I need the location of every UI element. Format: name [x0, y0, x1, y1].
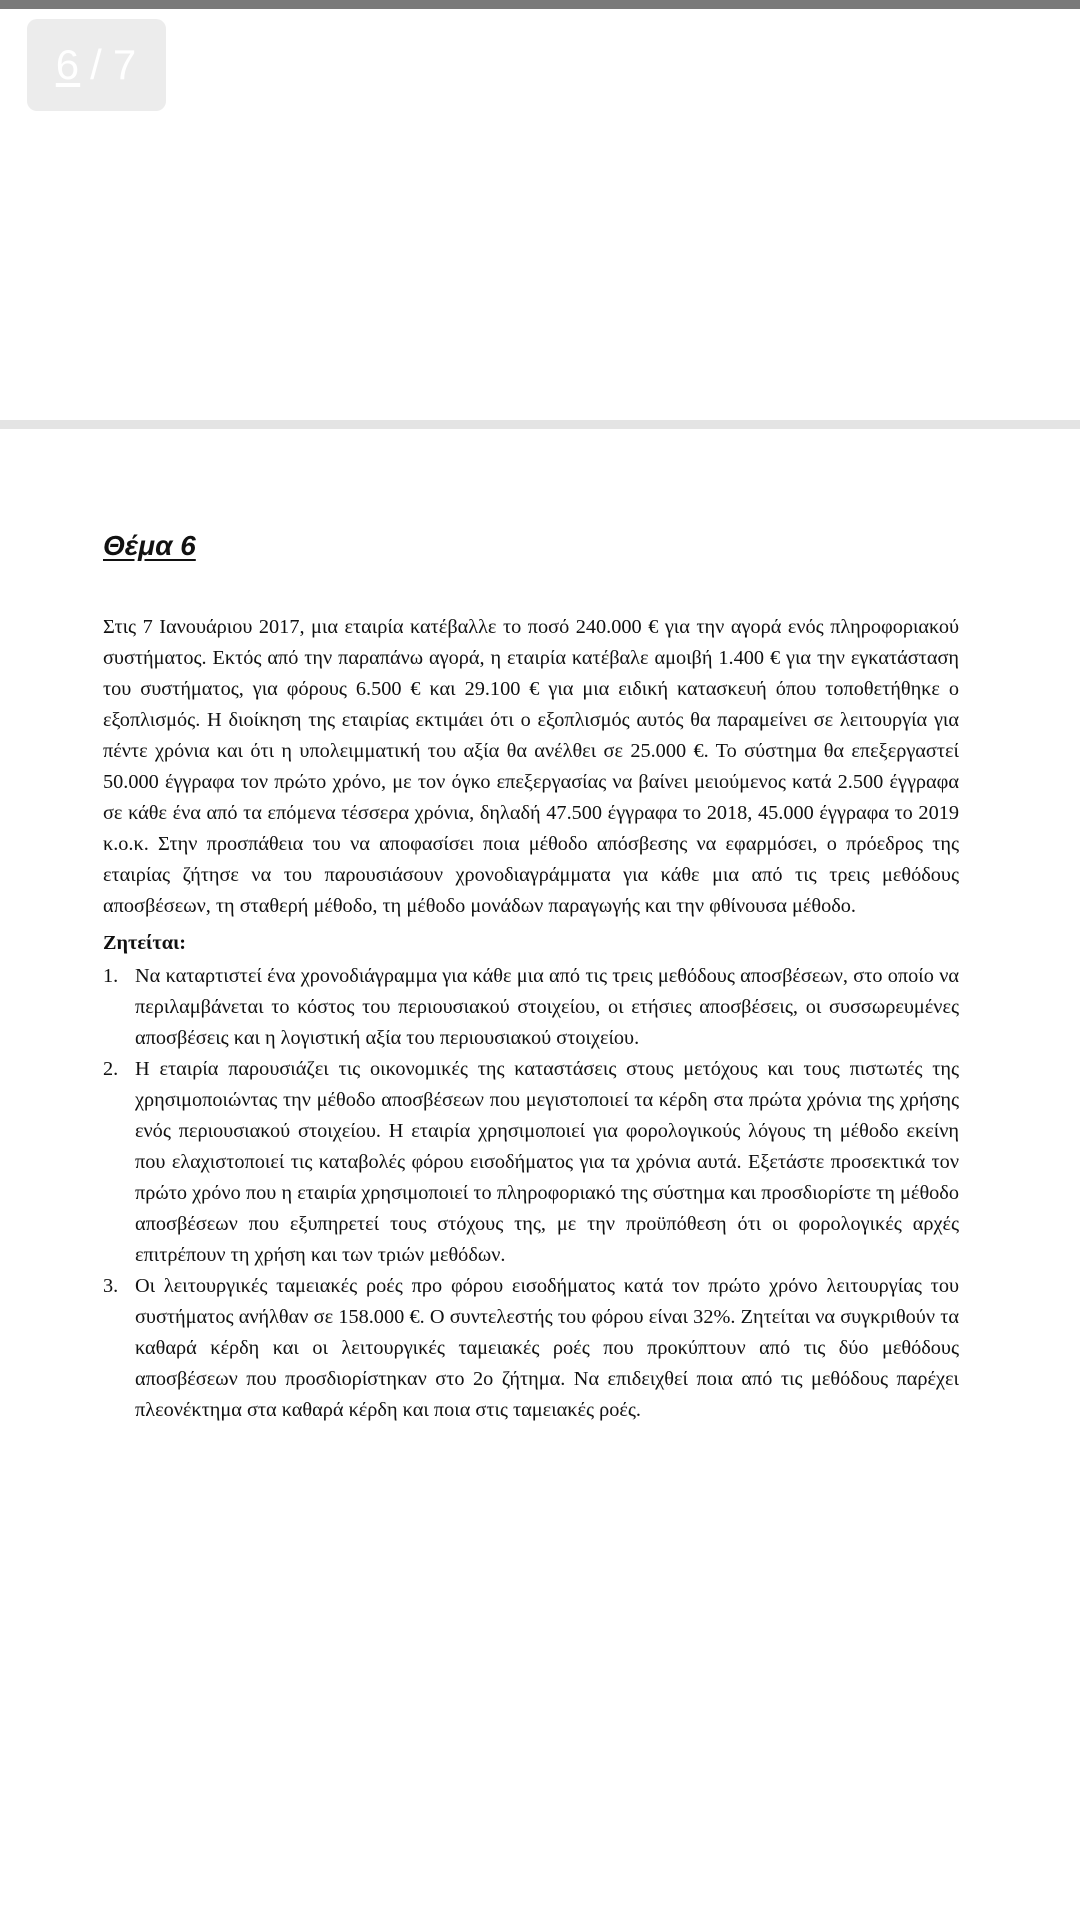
requirement-number: 1.	[103, 965, 119, 987]
section-heading: Θέμα 6	[103, 530, 196, 561]
requirement-item	[103, 1271, 959, 1426]
requirement-text: Οι λειτουργικές ταμειακές ροές προ φόρου εισοδήματος κατά τον πρώτο χρόνο λειτουργίας του συστήματος ανήλθαν σε 158.000 €. Ο συντελεστής του φόρου είναι 32%. Ζητείται να συγκριθούν τα καθαρά κέρδη και οι λειτουργικές ταμειακές ροές που προκύπτουν από τις δύο μεθόδους αποσβέσεων που προσδιορίστηκαν στο 2ο ζήτημα. Να επιδειχθεί ποια από τις μεθόδους παρέχει πλεονέκτημα στα καθαρά κέρδη και ποια στις ταμειακές ροές.	[135, 1275, 959, 1421]
requirements-list	[103, 961, 959, 1426]
requirement-text: Η εταιρία παρουσιάζει τις οικονομικές της καταστάσεις στους μετόχους και τους πιστωτές της χρησιμοποιώντας την μέθοδο αποσβέσεων που μεγιστοποιεί τα κέρδη στα πρώτα χρόνια της χρήσης ενός περιουσιακού στοιχείου. Η εταιρία χρησιμοποιεί για φορολογικούς λόγους τη μέθοδο εκείνη που ελαχιστοποιεί τις καταβολές φόρου εισοδήματος για τα χρόνια αυτά. Εξετάστε προσεκτικά τον πρώτο χρόνο που η εταιρία χρησιμοποιεί το πληροφοριακό της σύστημα και προσδιορίστε τη μέθοδο αποσβέσεων που εξυπηρετεί τους στόχους της, με την προϋπόθεση ότι οι φορολογικές αρχές επιτρέπουν τη χρήση και των τριών μεθόδων.	[135, 1058, 959, 1266]
page-indicator[interactable]	[27, 19, 166, 111]
current-page-number: 6	[55, 41, 81, 88]
page-divider	[0, 420, 1080, 429]
total-pages: 7	[112, 41, 138, 88]
viewer-top-bar	[0, 0, 1080, 9]
requirements-label: Ζητείται:	[103, 932, 187, 954]
requirement-item	[103, 961, 959, 1054]
problem-paragraph: Στις 7 Ιανουάριου 2017, μια εταιρία κατέβαλλε το ποσό 240.000 € για την αγορά ενός πληροφοριακού συστήματος. Εκτός από την παραπάνω αγορά, η εταιρία κατέβαλε αμοιβή 1.400 € για την εγκατάσταση του συστήματος, για φόρους 6.500 € και 29.100 € για μια ειδική κατασκευή όπου τοποθετήθηκε ο εξοπλισμός. Η διοίκηση της εταιρίας εκτιμάει ότι ο εξοπλισμός αυτός θα παραμείνει σε λειτουργία για πέντε χρόνια και ότι η υπολειμματική του αξία θα ανέλθει σε 25.000 €. Το σύστημα θα επεξεργαστεί 50.000 έγγραφα τον πρώτο χρόνο, με τον όγκο επεξεργασίας να βαίνει μειούμενος κατά 2.500 έγγραφα σε κάθε ένα από τα επόμενα τέσσερα χρόνια, δηλαδή 47.500 έγγραφα το 2018, 45.000 έγγραφα το 2019 κ.ο.κ. Στην προσπάθεια του να αποφασίσει ποια μέθοδο απόσβεσης να εφαρμόσει, ο πρόεδρος της εταιρίας ζήτησε να του παρουσιάσουν χρονοδιαγράμματα για κάθε μια από τις τρεις μεθόδους αποσβέσεων, τη σταθερή μέθοδο, τη μέθοδο μονάδων παραγωγής και την φθίνουσα μέθοδο.	[103, 616, 959, 917]
requirement-number: 3.	[103, 1275, 119, 1297]
requirement-text: Να καταρτιστεί ένα χρονοδιάγραμμα για κάθε μια από τις τρεις μεθόδους αποσβέσεων, στο οποίο να περιλαμβάνεται το κόστος του περιουσιακού στοιχείου, οι ετήσιες αποσβέσεις, οι συσσωρευμένες αποσβέσεις και η λογιστική αξία του περιουσιακού στοιχείου.	[135, 965, 959, 1049]
requirement-number: 2.	[103, 1058, 119, 1080]
requirement-item	[103, 1054, 959, 1271]
page-separator: /	[90, 41, 103, 88]
document-body	[103, 528, 959, 1426]
